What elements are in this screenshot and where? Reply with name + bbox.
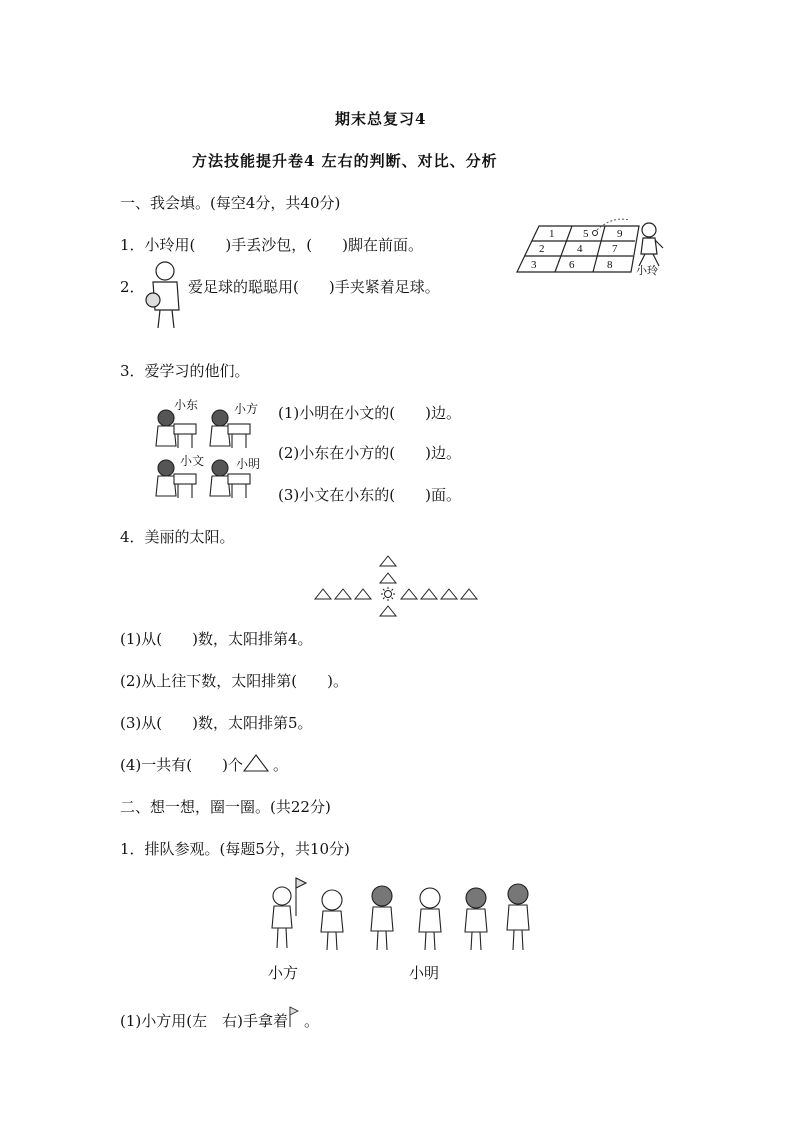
q3-heading: 3．爱学习的他们。 xyxy=(120,362,250,380)
section1-heading: 一、我会填。(每空4分，共40分) xyxy=(120,194,341,212)
q4-heading: 4．美丽的太阳。 xyxy=(120,528,235,546)
soccer-boy-figure xyxy=(143,260,183,332)
grid-cell: 4 xyxy=(577,243,583,255)
section2-q1-item-1 xyxy=(120,1006,319,1031)
name-xiaodong: 小东 xyxy=(174,398,199,412)
name-xiaoming: 小明 xyxy=(236,457,261,471)
q4-item-4-end: 。 xyxy=(272,756,288,774)
grid-cell: 3 xyxy=(531,259,537,271)
q1-text: 1．小玲用( )手丢沙包，( )脚在前面。 xyxy=(120,236,423,254)
grid-cell: 5 xyxy=(583,228,589,240)
q2-text: 爱足球的聪聪用( )手夹紧着足球。 xyxy=(188,278,440,296)
label-xiaoming: 小明 xyxy=(409,964,440,982)
grid-cell: 8 xyxy=(607,259,613,271)
q4-item-3: (3)从( )数，太阳排第5。 xyxy=(120,714,313,732)
q3-item-2: (2)小东在小方的( )边。 xyxy=(278,444,461,462)
page-title: 期末总复习4 xyxy=(335,110,427,128)
grid-cell: 1 xyxy=(549,228,555,240)
grid-cell: 6 xyxy=(569,259,575,271)
triangle-icon xyxy=(243,754,269,772)
grid-cell: 9 xyxy=(617,228,623,240)
q4-item-2: (2)从上往下数，太阳排第( )。 xyxy=(120,672,348,690)
q4-item-4-text: (4)一共有( )个 xyxy=(120,756,243,774)
name-xiaowen: 小文 xyxy=(180,454,205,468)
name-xiaofang: 小方 xyxy=(234,402,259,416)
sun-triangle-figure xyxy=(314,554,478,604)
section2-q1-heading: 1．排队参观。(每题5分，共10分) xyxy=(120,840,350,858)
q4-item-1: (1)从( )数，太阳排第4。 xyxy=(120,630,313,648)
flag-icon xyxy=(288,1006,300,1028)
q2-number: 2． xyxy=(120,278,145,296)
label-xiaofang: 小方 xyxy=(268,964,299,982)
section2-q1-item-1-end: 。 xyxy=(303,1012,319,1030)
q3-item-1: (1)小明在小文的( )边。 xyxy=(278,404,461,422)
section2-q1-item-1-text: (1)小方用(左 右)手拿着 xyxy=(120,1012,288,1030)
q4-item-4 xyxy=(120,754,288,775)
grid-cell: 2 xyxy=(539,243,545,255)
grid-cell: 7 xyxy=(612,243,618,255)
q3-item-3: (3)小文在小东的( )面。 xyxy=(278,486,461,504)
page-subtitle: 方法技能提升卷4 左右的判断、对比、分析 xyxy=(192,152,498,170)
queue-children-figure xyxy=(260,876,540,956)
xiaoling-label: 小玲 xyxy=(636,264,658,277)
section2-heading: 二、想一想，圈一圈。(共22分) xyxy=(120,798,331,816)
